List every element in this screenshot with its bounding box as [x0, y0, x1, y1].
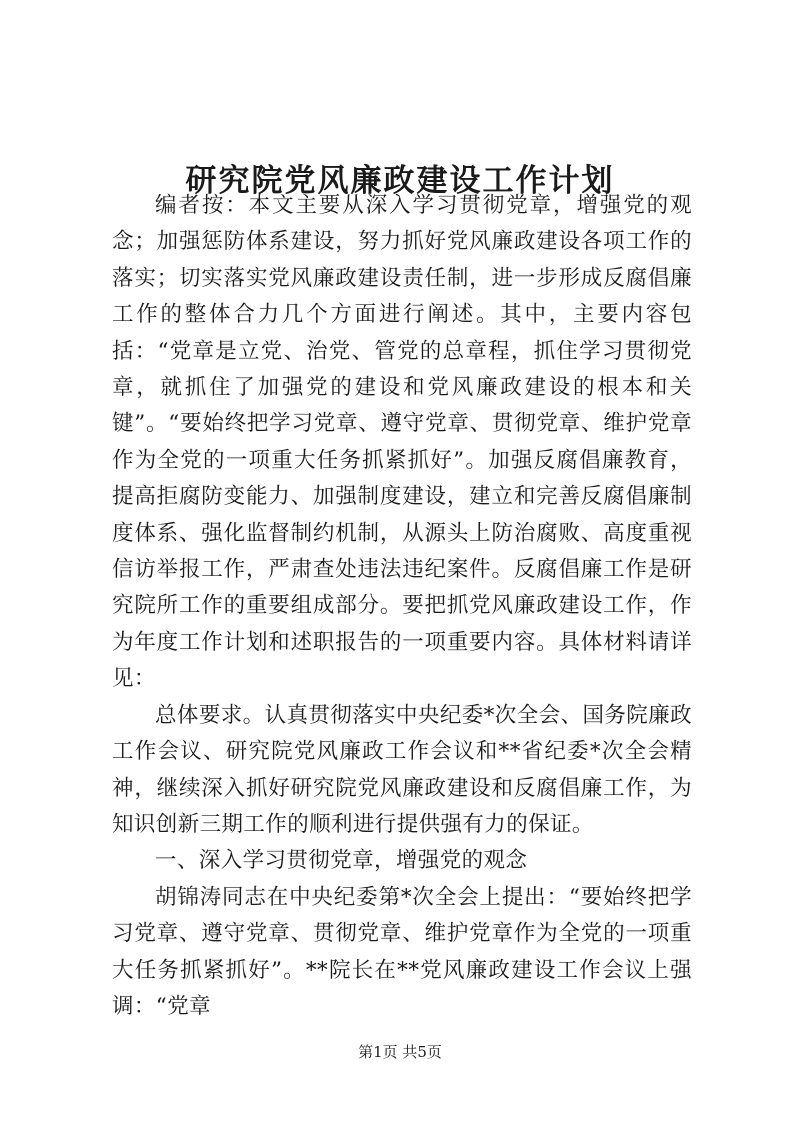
editor-note-paragraph: 编者按：本文主要从深入学习贯彻党章，增强党的观念；加强惩防体系建设，努力抓好党风廉政建设各项工作的落实；切实落实党风廉政建设责任制，进一步形成反腐倡廉工作的整体合力几个方面进行阐述。其中，主要内容包括：“党章是立党、治党、管党的总章程，抓住学习贯彻党章，就抓住了加强党的建设和党风廉政建设的根本和关键”。“要始终把学习党章、遵守党章、贯彻党章、维护党章作为全党的一项重大任务抓紧抓好”。加强反腐倡廉教育，提高拒腐防变能力、加强制度建设，建立和完善反腐倡廉制度体系、强化监督制约机制，从源头上防治腐败、高度重视信访举报工作，严肃查处违法违纪案件。反腐倡廉工作是研究院所工作的重要组成部分。要把抓党风廉政建设工作，作为年度工作计划和述职报告的一项重要内容。具体材料请详见： — [112, 193, 692, 692]
document-body — [112, 188, 692, 1025]
section-heading-one: 一、深入学习贯彻党章，增强党的观念 — [155, 848, 528, 874]
section-one-paragraph: 胡锦涛同志在中央纪委第*次全会上提出：“要始终把学习党章、遵守党章、贯彻党章、维护党章作为全党的一项重大任务抓紧抓好”。**院长在**党风廉政建设工作会议上强调：“党章 — [112, 884, 692, 1019]
general-requirements-paragraph: 总体要求。认真贯彻落实中央纪委*次全会、国务院廉政工作会议、研究院党风廉政工作会议和**省纪委*次全会精神，继续深入抓好研究院党风廉政建设和反腐倡廉工作，为知识创新三期工作的顺利进行提供强有力的保证。 — [112, 702, 692, 837]
page-footer: 第1页 共5页 — [358, 1043, 442, 1061]
document-title: 研究院党风廉政建设工作计划 — [185, 162, 615, 199]
